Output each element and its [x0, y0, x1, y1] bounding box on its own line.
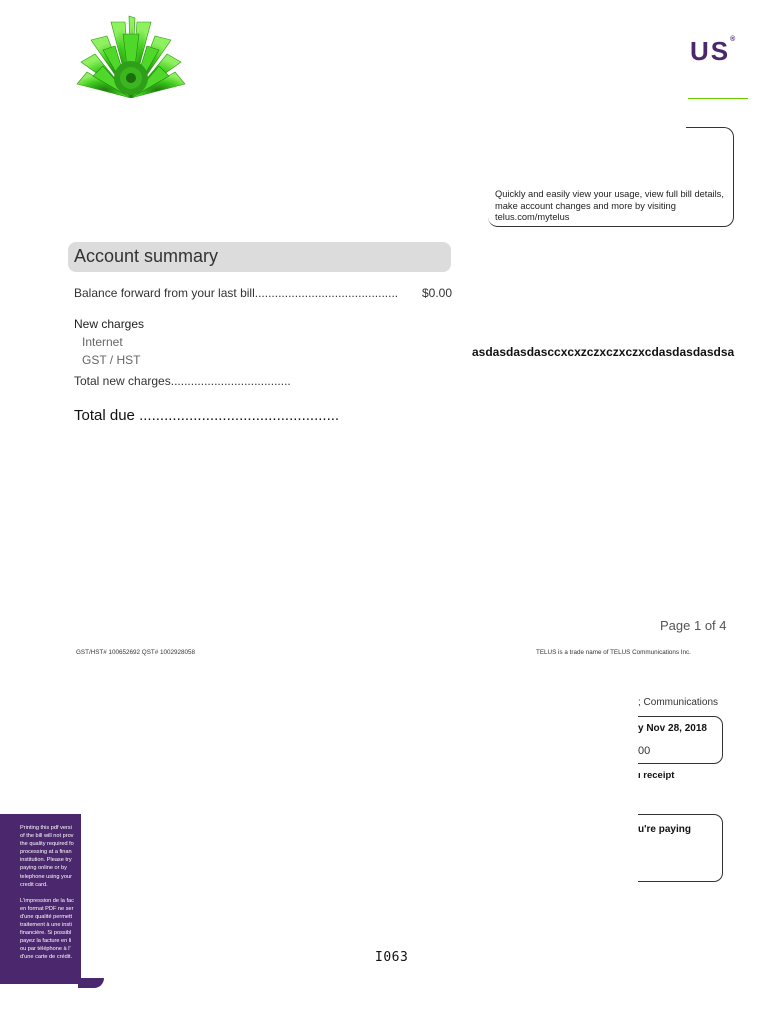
amount-due-fragment: 00: [638, 745, 651, 757]
total-due-row: [74, 407, 348, 424]
total-new-charges-label: Total new charges: [74, 374, 171, 388]
notice-line: the quality required fo: [20, 841, 74, 848]
notice-line: d'une qualité permett: [20, 913, 73, 920]
notice-line: payez la facture en li: [20, 938, 72, 945]
balance-forward-leader: ...........................................: [254, 286, 399, 300]
notice-line: telephone using your: [20, 873, 72, 880]
notice-english: [0, 824, 81, 889]
total-due-label: Total due: [74, 407, 135, 424]
total-new-charges-leader: ....................................: [170, 374, 291, 388]
info-line-1: Quickly and easily view your usage, view full bill details,: [495, 189, 724, 199]
notice-line: credit card.: [20, 881, 48, 888]
brand-text: US: [690, 36, 731, 66]
notice-line: en format PDF ne ser: [20, 905, 74, 912]
trademark-note: TELUS is a trade name of TELUS Communications Inc.: [536, 649, 691, 656]
notice-line: paying online or by: [20, 865, 67, 872]
balance-forward-amount: $0.00: [421, 286, 452, 300]
info-callout-text: [495, 189, 735, 224]
notice-line: processing at a finan: [20, 849, 72, 856]
notice-line: L'impression de la fac: [20, 897, 74, 904]
tax-numbers: GST/HST# 100652692 QST# 1002928058: [76, 649, 196, 656]
print-notice-panel: [0, 814, 81, 984]
total-due-leader: ................................................: [139, 407, 340, 424]
notice-line: ou par téléphone à l': [20, 946, 71, 953]
notice-line: financière. Si possibl: [20, 930, 72, 937]
amount-paying-label: u're paying: [638, 824, 691, 835]
notice-line: d'une carte de crédit.: [20, 954, 73, 961]
info-line-2: make account changes and more by visiting: [495, 200, 676, 211]
notice-french: [0, 897, 81, 962]
total-new-charges-row: [74, 374, 300, 388]
page-number: Page 1 of 4: [660, 618, 727, 633]
overlay-text: asdasdasdasccxcxzczxczxczxcdasdasdasdsa: [472, 345, 735, 359]
remittance-company: ; Communications: [638, 697, 719, 708]
bottom-code: I063: [375, 950, 409, 965]
brand-mark: ®: [730, 36, 736, 43]
receipt-label: ı receipt: [638, 770, 675, 781]
notice-line: Printing this pdf versi: [20, 825, 72, 831]
mytelus-link[interactable]: telus.com/mytelus: [495, 212, 570, 222]
succulent-logo: [73, 14, 189, 102]
internet-charge-label: Internet: [82, 335, 123, 349]
brand-underline: [688, 98, 748, 99]
brand-logo: [690, 36, 748, 68]
balance-forward-row: [74, 286, 452, 300]
notice-line: of the bill will not prov: [20, 833, 74, 840]
due-date: y Nov 28, 2018: [638, 723, 707, 734]
account-summary-title: Account summary: [74, 246, 219, 266]
gst-charge-label: GST / HST: [82, 353, 141, 367]
notice-line: institution. Please try: [20, 857, 72, 864]
notice-line: traitement à une insti: [20, 922, 72, 929]
balance-forward-label: Balance forward from your last bill: [74, 286, 255, 300]
print-notice-tail: [78, 978, 104, 988]
new-charges-label: New charges: [74, 317, 145, 331]
